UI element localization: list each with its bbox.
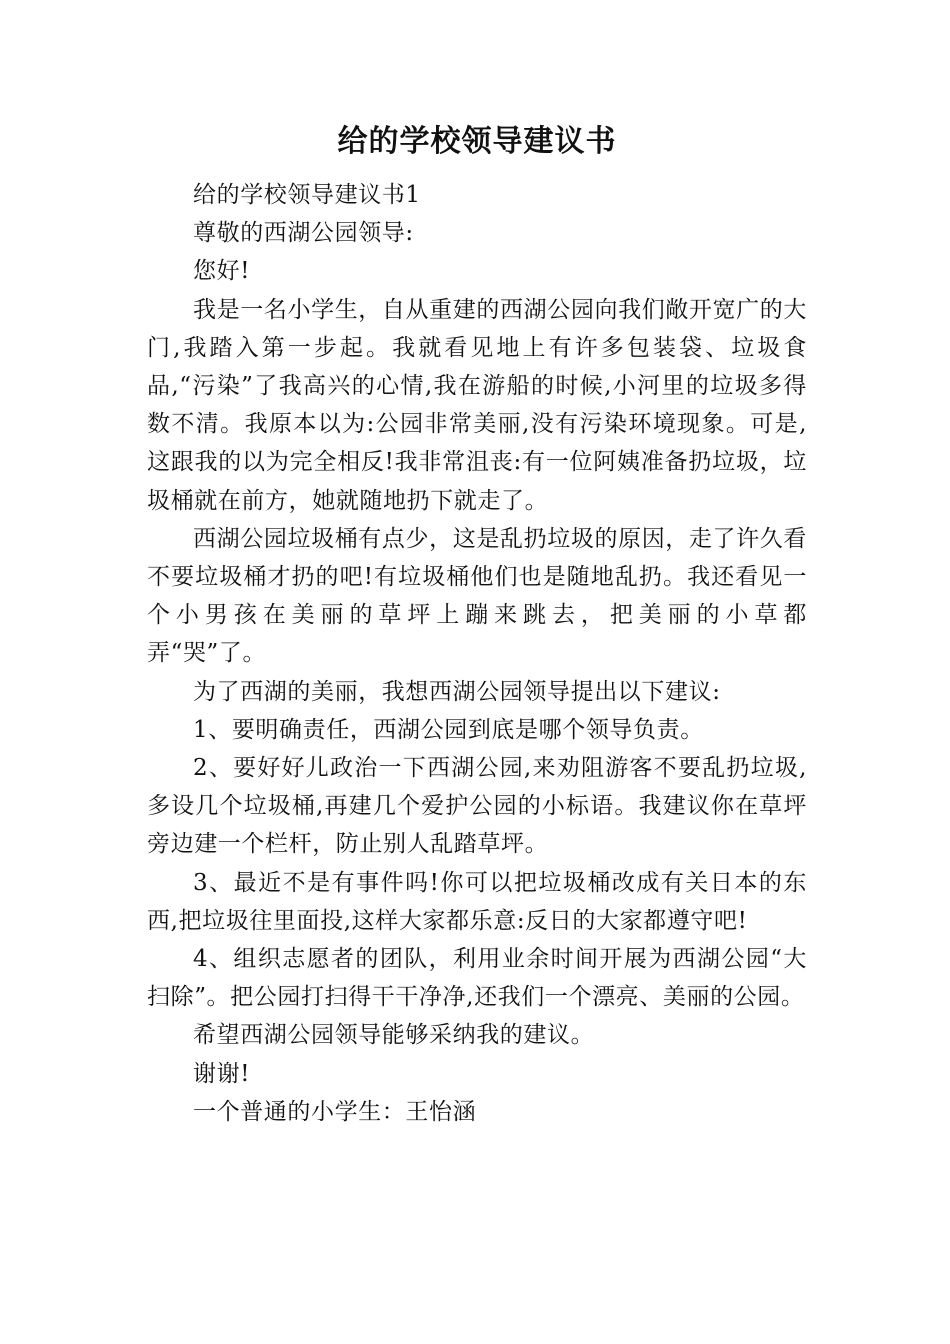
suggestion-4: 4、组织志愿者的团队，利用业余时间开展为西湖公园“大扫除”。把公园打扫得干干净净,还我们一个漂亮、美丽的公园。 <box>147 946 807 1011</box>
greeting: 您好! <box>193 258 251 285</box>
body-paragraph-intro: 我是一名小学生，自从重建的西湖公园向我们敞开宽广的大门,我踏入第一步起。我就看见地上有许多包装袋、垃圾食品,“污染”了我高兴的心情,我在游船的时候,小河里的垃圾多得数不清。我原本以为:公园非常美丽,没有污染环境现象。可是,这跟我的以为完全相反!我非常沮丧:有一位阿姨准备扔垃圾，垃圾桶就在前方，她就随地扔下就走了。 <box>147 296 807 514</box>
subtitle-line: 给的学校领导建议书1 <box>193 182 421 208</box>
suggestion-2: 2、要好好儿政治一下西湖公园,来劝阻游客不要乱扔垃圾,多设几个垃圾桶,再建几个爱护公园的小标语。我建议你在草坪旁边建一个栏杆，防止别人乱踏草坪。 <box>147 755 807 858</box>
document-page <box>147 118 807 1131</box>
body-paragraph-problem: 西湖公园垃圾桶有点少，这是乱扔垃圾的原因，走了许久看不要垃圾桶才扔的吧!有垃圾桶他们也是随地乱扔。我还看见一个小男孩在美丽的草坪上蹦来跳去，把美丽的小草都弄“哭”了。 <box>147 525 807 667</box>
document-title: 给的学校领导建议书 <box>337 124 617 159</box>
salutation: 尊敬的西湖公园领导: <box>193 220 414 247</box>
suggestion-3: 3、最近不是有事件吗!你可以把垃圾桶改成有关日本的东西,把垃圾往里面投,这样大家都乐意:反日的大家都遵守吧! <box>147 869 807 934</box>
closing-thanks: 谢谢! <box>193 1060 251 1087</box>
suggestion-1: 1、要明确责任，西湖公园到底是哪个领导负责。 <box>193 716 704 743</box>
signature-line: 一个普通的小学生：王怡涵 <box>193 1098 477 1125</box>
body-paragraph-proposal-intro: 为了西湖的美丽，我想西湖公园领导提出以下建议: <box>193 678 721 705</box>
closing-hope: 希望西湖公园领导能够采纳我的建议。 <box>193 1022 595 1049</box>
